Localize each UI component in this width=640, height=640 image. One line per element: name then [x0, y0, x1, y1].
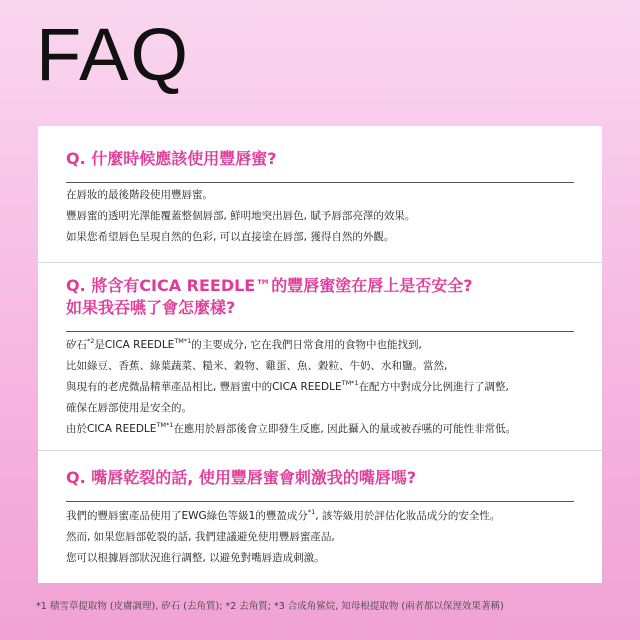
answer-line	[66, 377, 574, 398]
answer-line: 然而, 如果您唇部乾裂的話, 我們建議避免使用豐唇蜜產品,	[66, 531, 335, 543]
answer-text: 由於CICA REEDLE	[66, 423, 157, 435]
question-line: Q. 將含有CICA REEDLE™的豐唇蜜塗在唇上是否安全?	[66, 276, 473, 295]
footnote: *1 積雪草提取物 (皮膚調理), 矽石 (去角質); *2 去角質; *3 合成角鯊烷, 知母根提取物 (兩者都以保溼效果著稱)	[36, 601, 504, 612]
footnote-marker: TM*1	[174, 337, 192, 345]
question-line: Q. 嘴唇乾裂的話, 使用豐唇蜜會刺激我的嘴唇嗎?	[66, 468, 417, 487]
answer-text: 矽石	[66, 339, 87, 351]
answer-text: 在配方中對成分比例進行了調整,	[358, 381, 509, 393]
faq-item-3	[66, 451, 574, 569]
faq-question-2	[66, 275, 574, 319]
answer-text: 我們的豐唇蜜產品使用了EWG綠色等級1的豐盈成分	[66, 510, 308, 522]
footnote-marker: TM*1	[156, 421, 174, 429]
answer-line: 豐唇蜜的透明光澤能覆蓋整個唇部, 鮮明地突出唇色, 賦予唇部亮澤的效果。	[66, 210, 416, 222]
answer-line: 如果您希望唇色呈現自然的色彩, 可以直接塗在唇部, 獲得自然的外觀。	[66, 231, 395, 243]
faq-answer-3	[66, 502, 574, 569]
faq-question-3	[66, 467, 574, 489]
answer-text: 與現有的老虎微晶精華產品相比, 豐唇蜜中的CICA REEDLE	[66, 381, 342, 393]
faq-answer-1	[66, 183, 574, 248]
answer-text: 的主要成分, 它在我們日常食用的食物中也能找到,	[191, 339, 422, 351]
answer-line	[66, 335, 574, 356]
faq-item-2	[66, 263, 574, 450]
answer-text: 是CICA REEDLE	[94, 339, 175, 351]
answer-line: 確保在唇部使用是安全的。	[66, 402, 192, 414]
answer-text: , 該等級用於評估化妝品成分的安全性。	[315, 510, 501, 522]
faq-question-1	[66, 148, 574, 170]
faq-card	[38, 126, 602, 583]
footnote-marker: TM*1	[341, 379, 359, 387]
answer-line	[66, 419, 574, 440]
faq-item-1	[66, 126, 574, 262]
footnote-marker: *2	[87, 337, 95, 345]
page-title: FAQ	[36, 13, 191, 96]
question-line: Q. 什麼時候應該使用豐唇蜜?	[66, 149, 277, 168]
footnote-marker: *1	[307, 508, 316, 516]
answer-line	[66, 506, 574, 527]
answer-line: 在唇妝的最後階段使用豐唇蜜。	[66, 189, 213, 201]
answer-line: 您可以根據唇部狀況進行調整, 以避免對嘴唇造成刺激。	[66, 552, 325, 564]
answer-line: 比如綠豆、香蕉、綠葉蔬菜、糙米、穀物、雞蛋、魚、穀粒、牛奶、水和鹽。當然,	[66, 360, 448, 372]
question-line: 如果我吞嚥了會怎麼樣?	[66, 298, 236, 317]
faq-answer-2	[66, 332, 574, 440]
answer-text: 在應用於唇部後會立即發生反應, 因此攝入的量或被吞嚥的可能性非常低。	[173, 423, 517, 435]
